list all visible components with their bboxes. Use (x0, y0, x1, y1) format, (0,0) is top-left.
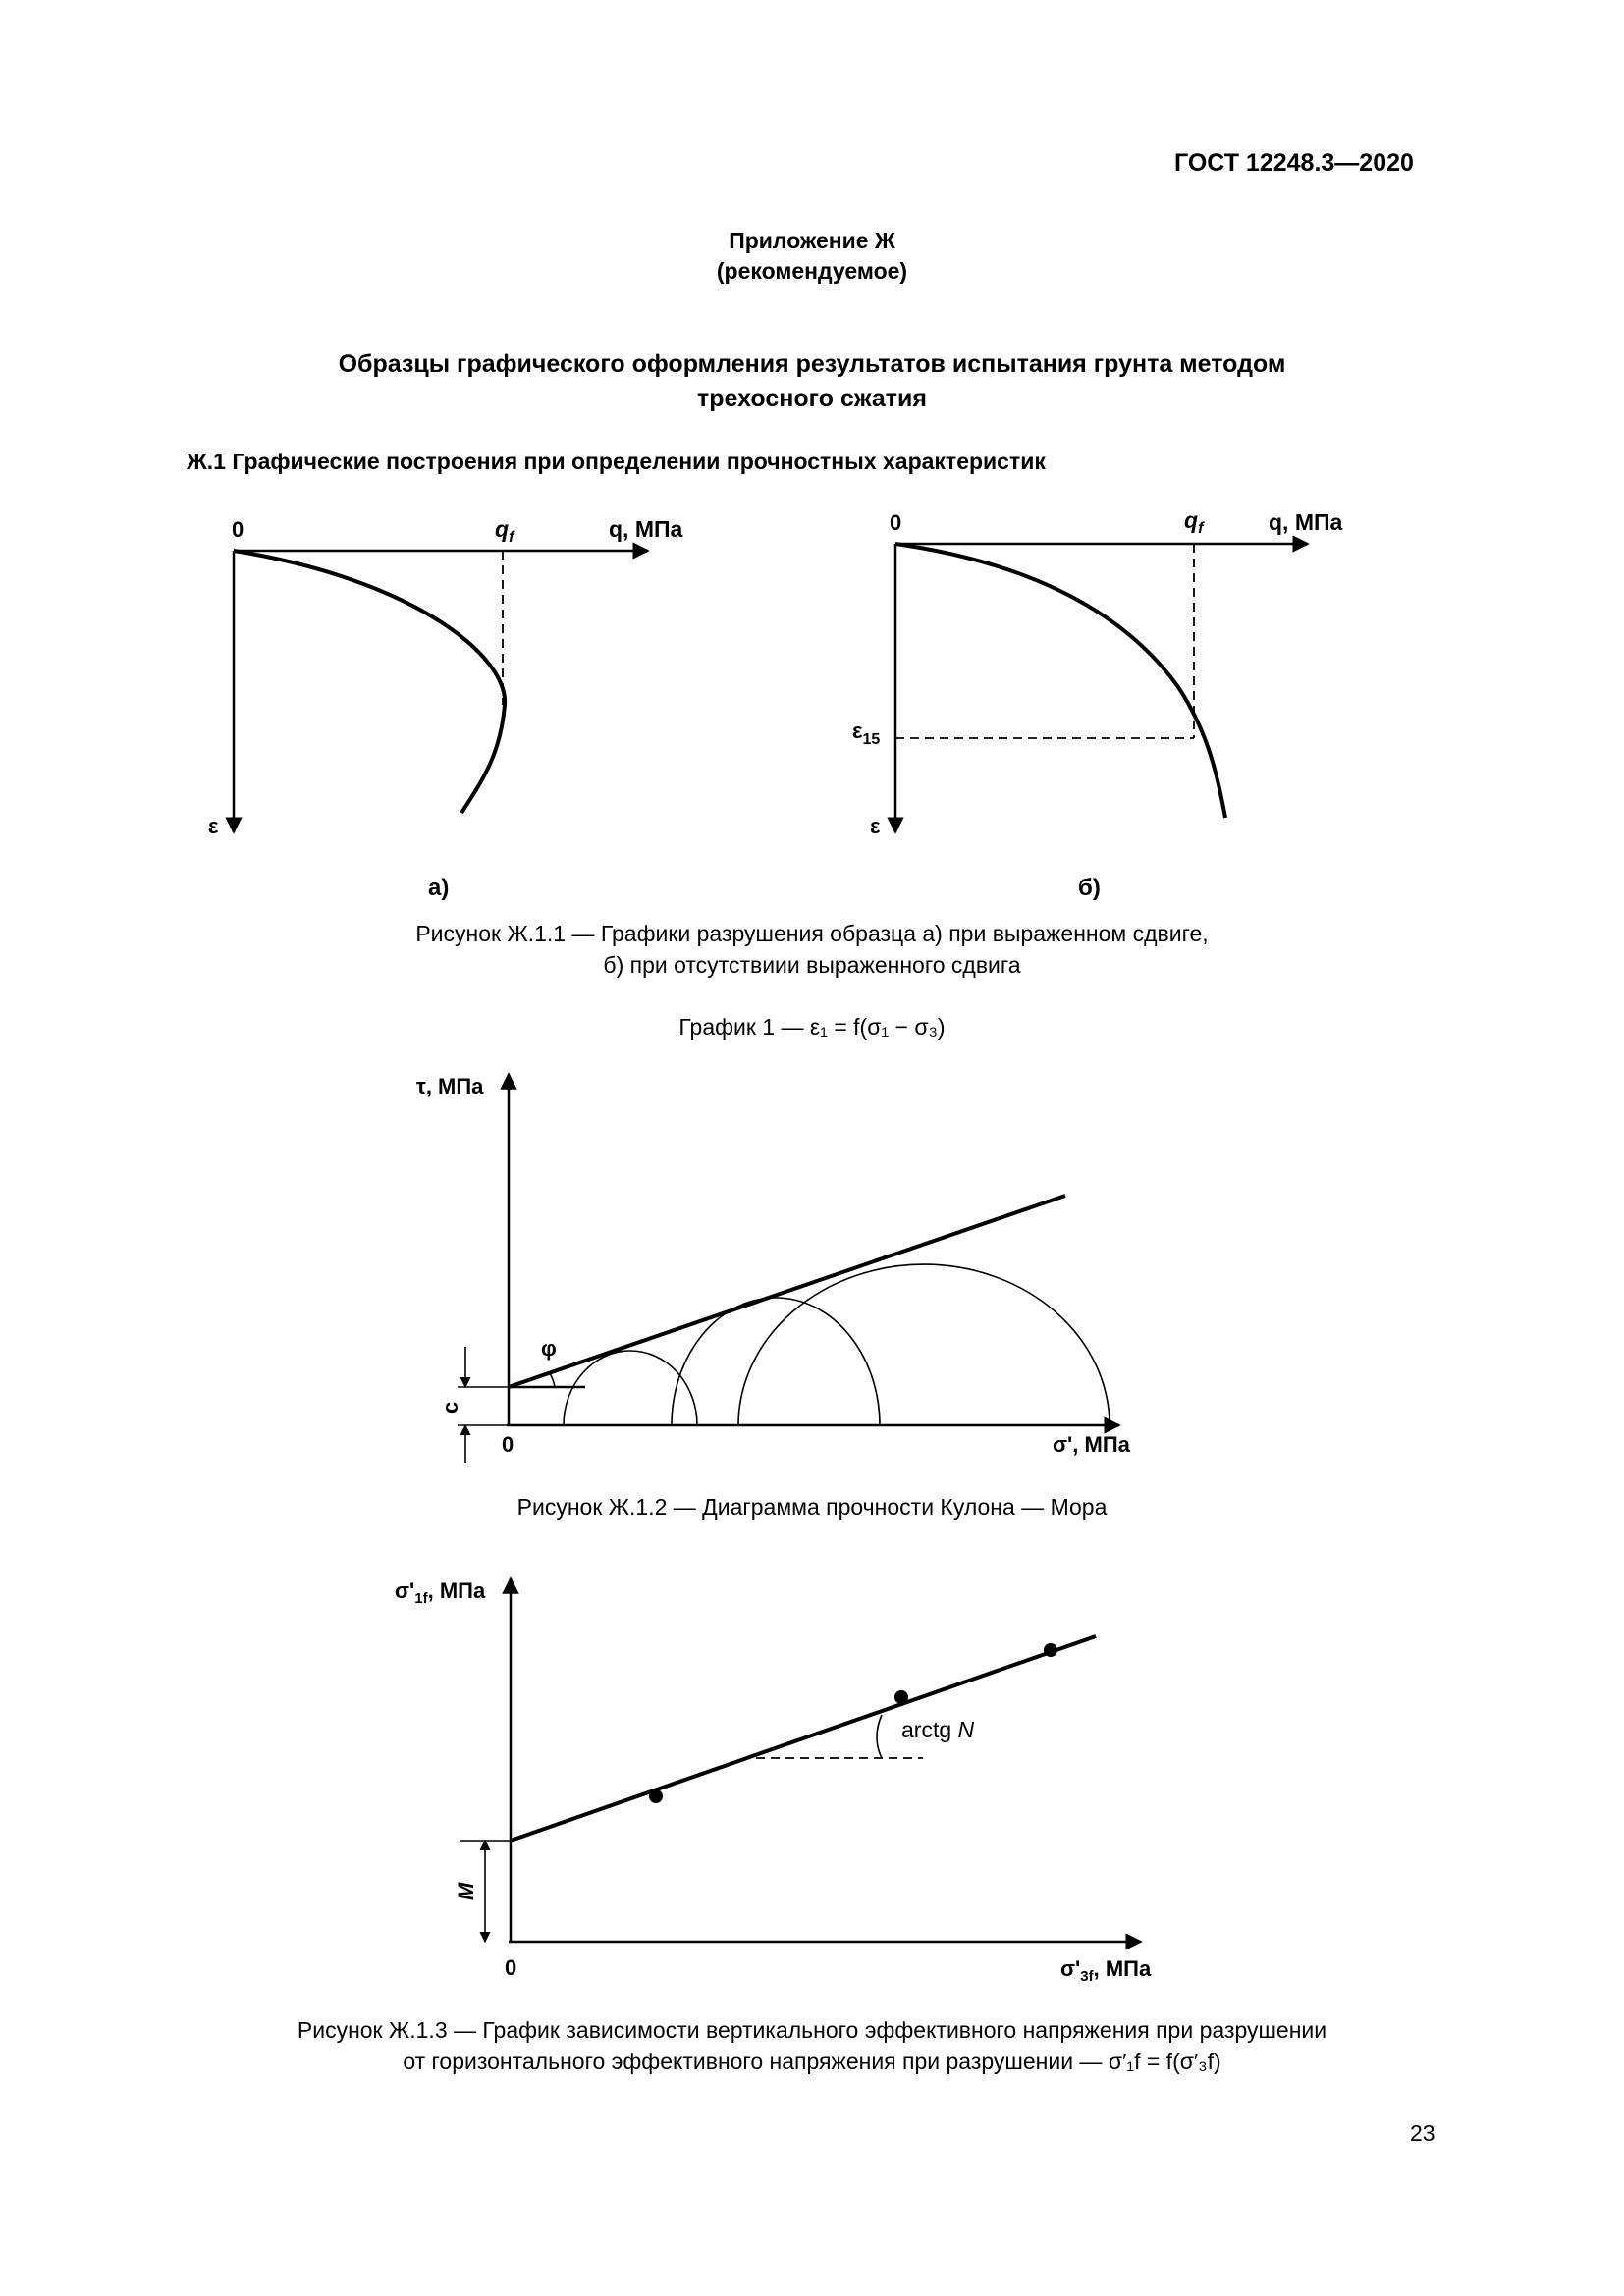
fig2-y-label: τ, МПа (416, 1074, 484, 1098)
figure-1a (208, 516, 683, 901)
fig3-caption-line1: Рисунок Ж.1.3 — График зависимости вертикального эффективного напряжения при разрушении (297, 2017, 1327, 2043)
fig3-point-2 (894, 1690, 908, 1704)
fig1b-qf-label: $q_f$ (1184, 507, 1204, 537)
page-number: 23 (1410, 2120, 1435, 2146)
fig3-slope-arc (877, 1715, 882, 1758)
fig1b-curve (895, 544, 1225, 818)
fig1a-panel-label: а) (428, 875, 450, 901)
fig1b-y-label: ε (870, 814, 881, 838)
section-title-line1: Образцы графического оформления результатов испытания грунта методом (338, 350, 1286, 378)
fig2-mohr-circle-2 (672, 1298, 880, 1425)
fig1-caption-line1: Рисунок Ж.1.1 — Графики разрушения образца а) при выраженном сдвиге, (415, 921, 1209, 946)
fig3-point-1 (649, 1789, 663, 1803)
fig2-phi-label: φ (541, 1336, 557, 1361)
fig1b-eps15-label: $\varepsilon_{15}$ (852, 719, 881, 748)
figure-1b (852, 507, 1343, 901)
figure-2 (416, 1074, 1131, 1463)
fig3-point-3 (1044, 1643, 1057, 1657)
section-title-line2: трехосного сжатия (697, 385, 927, 412)
standard-number: ГОСТ 12248.3—2020 (1174, 149, 1414, 177)
fig3-x-label: $\sigma'_{3f}$, МПа (1060, 1956, 1152, 1985)
fig3-m-label: M (454, 1882, 478, 1900)
fig1a-y-label: ε (208, 814, 219, 838)
fig2-envelope-line (509, 1196, 1065, 1387)
fig1a-origin: 0 (232, 517, 244, 542)
fig1a-x-label: q, МПа (609, 516, 683, 542)
fig2-angle-arc (550, 1373, 555, 1387)
fig3-origin: 0 (505, 1955, 517, 1980)
fig3-caption-line2: от горизонтального эффективного напряжения при разрушении — σ′₁f = f(σ′₃f) (403, 2049, 1221, 2074)
fig3-y-label: $\sigma'_{1f}$, МПа (395, 1578, 486, 1607)
figure-3 (395, 1578, 1152, 1985)
fig1-caption-line2: б) при отсутствиии выраженного сдвига (603, 952, 1021, 978)
fig3-slope-label: arctg N (901, 1717, 975, 1742)
appendix-status: (рекомендуемое) (716, 258, 908, 284)
fig1b-origin: 0 (890, 510, 902, 535)
fig1-graph-label: График 1 — ε₁ = f(σ₁ − σ₃) (678, 1014, 946, 1040)
fig3-regression-line (511, 1636, 1096, 1841)
fig2-caption: Рисунок Ж.1.2 — Диаграмма прочности Кулона — Мора (516, 1494, 1108, 1520)
fig2-c-label: c (438, 1401, 462, 1414)
appendix-title: Приложение Ж (729, 228, 895, 253)
subsection-title: Ж.1 Графические построения при определении прочностных характеристик (187, 449, 1046, 474)
fig2-x-label: σ', МПа (1053, 1432, 1130, 1457)
fig1b-x-label: q, МПа (1269, 509, 1343, 535)
fig1b-panel-label: б) (1078, 875, 1101, 901)
fig1a-qf-label: $q_f$ (495, 516, 514, 546)
fig1a-curve (234, 551, 505, 813)
fig2-origin: 0 (502, 1432, 514, 1457)
